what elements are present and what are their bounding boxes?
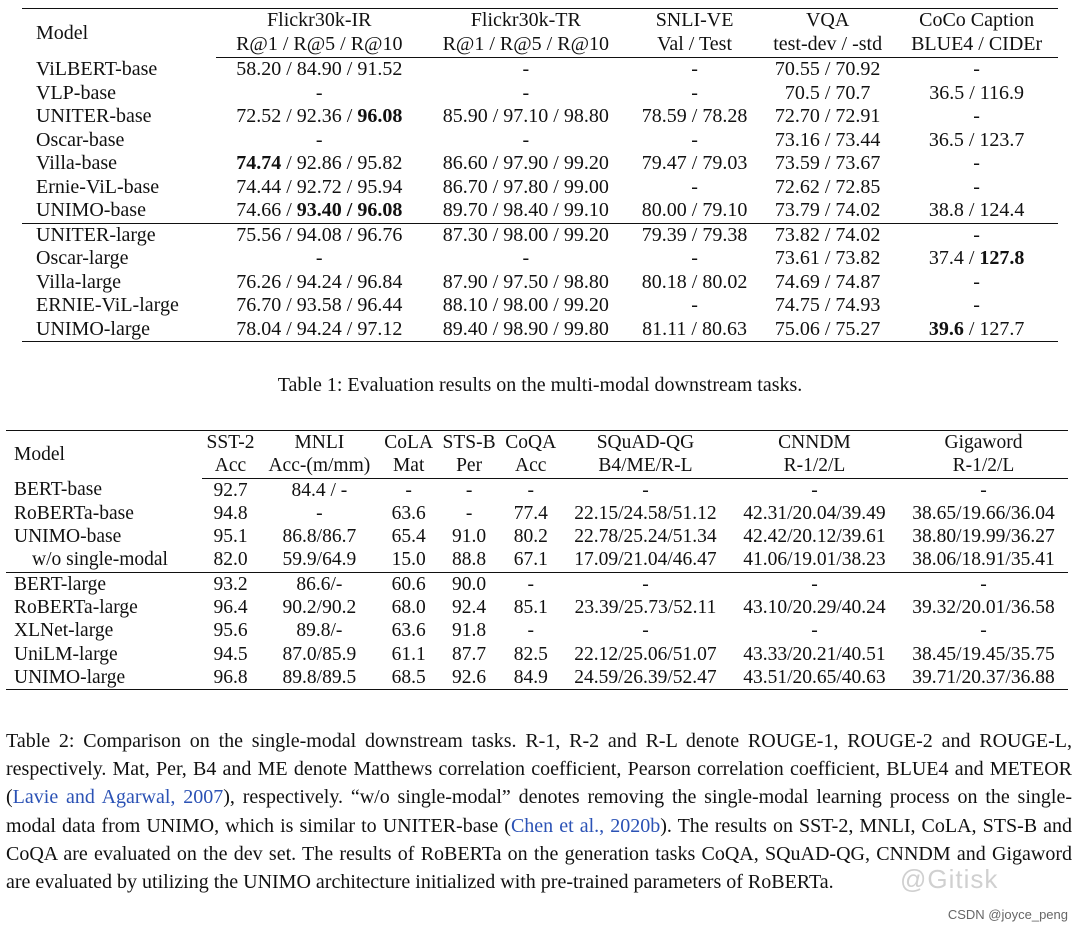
cell: 73.61 / 73.82	[774, 247, 881, 269]
watermark: CSDN @joyce_peng	[947, 907, 1068, 922]
cell: 75.06 / 75.27	[774, 317, 881, 340]
cell: 80.2	[513, 526, 548, 548]
cell: 94.8	[213, 502, 248, 524]
t2-header-col: SST-2	[206, 432, 255, 453]
cell: 90.2/90.2	[282, 597, 357, 619]
cell: 90.0	[452, 573, 487, 595]
cell: 58.20 / 84.90 / 91.52	[236, 58, 403, 80]
model-name: XLNet-large	[14, 620, 114, 642]
cell: 84.9	[513, 666, 548, 688]
t1-header-metric: test-dev / -std	[760, 33, 895, 58]
cell: 73.59 / 73.67	[774, 152, 881, 174]
cell: 89.8/-	[296, 620, 343, 642]
t1-header-metric: Val / Test	[629, 33, 760, 58]
cell-part-bold: 74.74	[236, 152, 282, 174]
cell: -	[315, 247, 323, 269]
cell: 86.70 / 97.80 / 99.00	[442, 175, 609, 198]
table-row	[22, 294, 1058, 318]
cell-part: 72.52 / 92.36 /	[236, 105, 358, 127]
t1-header-col: VQA	[805, 9, 850, 31]
cell: 79.47 / 79.03	[641, 152, 748, 174]
cell: -	[973, 152, 980, 174]
t2-header-col: MNLI	[294, 432, 345, 453]
table-row	[22, 152, 1058, 176]
cell: 38.65/19.66/36.04	[912, 502, 1055, 524]
cell: -	[527, 620, 534, 642]
table-1	[22, 8, 1058, 342]
cell-part-bold: 93.40 / 96.08	[296, 199, 403, 221]
cell-part: / 127.7	[963, 317, 1025, 340]
t1-header-model: Model	[36, 21, 89, 44]
cell: 65.4	[391, 526, 426, 548]
cell: 74.75 / 74.93	[774, 294, 881, 316]
cell: 73.16 / 73.44	[774, 128, 881, 151]
t1-header-metric: R@1 / R@5 / R@10	[423, 33, 630, 58]
cell: 60.6	[391, 573, 426, 595]
cell: 38.06/18.91/35.41	[899, 548, 1068, 572]
watermark-logo: @Gitisk	[900, 864, 999, 894]
cell: 17.09/21.04/46.47	[561, 548, 730, 572]
citation-link[interactable]: Lavie and Agarwal, 2007	[12, 786, 224, 809]
cell	[216, 152, 423, 176]
t2-header-metric: R-1/2/L	[899, 454, 1068, 478]
cell: 38.45/19.45/35.75	[912, 643, 1055, 665]
cell: -	[315, 128, 323, 151]
t2-header-metric: Per	[438, 454, 501, 478]
cell: 75.56 / 94.08 / 96.76	[236, 223, 403, 246]
cell: -	[691, 247, 698, 269]
caption-text: ). The results on SST-2, MNLI, CoLA, STS-B and CoQA are evaluated on the dev set. The results of RoBERTa on the generation tasks CoQA, SQuAD-QG, CNNDM and Gigaword are evaluated by utilizing the UNIMO architecture initialized with pre-trained parameters of RoBERTa.	[6, 814, 1073, 894]
table-1-caption: Table 1: Evaluation results on the multi-modal downstream tasks.	[277, 374, 803, 396]
t1-header-col: Flickr30k-TR	[470, 9, 581, 31]
t1-header-col: SNLI-VE	[655, 9, 734, 31]
cell: 93.2	[213, 573, 248, 595]
t1-header-metric: R@1 / R@5 / R@10	[216, 33, 423, 58]
table-row	[6, 596, 1068, 619]
t2-header-col: Gigaword	[944, 432, 1023, 453]
table-row	[6, 502, 1068, 525]
table-row	[22, 318, 1058, 342]
cell: 73.82 / 74.02	[774, 223, 881, 246]
cell-part-bold: 96.08	[357, 105, 403, 127]
model-name: UNIMO-base	[22, 199, 216, 223]
table-row	[22, 105, 1058, 129]
cell: 43.33/20.21/40.51	[743, 643, 886, 665]
t2-header-metric: Acc	[202, 454, 259, 478]
cell: 80.18 / 80.02	[641, 270, 748, 293]
cell: 87.0/85.9	[282, 643, 357, 665]
cell: -	[642, 573, 649, 595]
cell	[216, 105, 423, 129]
table-row	[6, 643, 1068, 666]
cell: -	[522, 128, 530, 151]
model-name: VLP-base	[36, 81, 116, 104]
cell: -	[973, 223, 980, 246]
model-name: ERNIE-ViL-large	[36, 294, 179, 316]
t2-header-col: CoQA	[505, 432, 557, 453]
table-row	[22, 199, 1058, 223]
model-name: BERT-large	[14, 573, 106, 595]
cell: 59.9/64.9	[259, 548, 380, 572]
cell: 80.00 / 79.10	[629, 199, 760, 223]
model-name: Oscar-large	[36, 247, 129, 269]
t1-header-col: Flickr30k-IR	[267, 9, 372, 31]
cell: 63.6	[391, 620, 426, 642]
t2-header-model: Model	[14, 443, 65, 465]
table-row	[6, 619, 1068, 642]
cell: 96.8	[213, 666, 248, 688]
cell: -	[973, 294, 980, 316]
cell: 72.70 / 72.91	[774, 105, 881, 127]
cell: 39.32/20.01/36.58	[912, 597, 1055, 619]
cell: -	[691, 175, 698, 198]
table-row	[22, 176, 1058, 200]
cell: 38.80/19.99/36.27	[912, 526, 1055, 548]
cell: 89.8/89.5	[282, 666, 357, 688]
model-name: UNITER-large	[36, 223, 156, 246]
cell: 63.6	[391, 502, 426, 524]
cell: 94.5	[213, 643, 248, 665]
cell: 15.0	[380, 548, 438, 572]
cell: 22.78/25.24/51.34	[574, 526, 717, 548]
caption-text: ), respectively. “w/o single-modal” denotes removing the single-modal learning process on the single-modal data from UNIMO, which is similar to UNITER-base (	[6, 786, 1072, 837]
cell: -	[691, 81, 698, 104]
cell: 86.8/86.7	[282, 526, 357, 548]
cell: -	[405, 479, 412, 501]
cell: -	[316, 502, 323, 524]
t1-header-metric: BLUE4 / CIDEr	[895, 33, 1058, 58]
model-name: Ernie-ViL-base	[36, 175, 160, 198]
t2-header-col: CNNDM	[778, 432, 851, 453]
cell-part: 37.4 /	[928, 247, 980, 269]
cell: 73.79 / 74.02	[760, 199, 895, 223]
cell: 89.40 / 98.90 / 99.80	[442, 317, 609, 340]
t2-header-col: SQuAD-QG	[596, 432, 695, 453]
cell: -	[522, 58, 530, 80]
cell-part-bold: 127.8	[979, 247, 1025, 269]
cell: 68.5	[391, 666, 426, 688]
table-row	[6, 666, 1068, 690]
cell: 92.6	[452, 666, 487, 688]
cell: -	[691, 128, 698, 151]
cell: 61.1	[391, 643, 426, 665]
cell: -	[980, 620, 987, 642]
table-row	[22, 82, 1058, 106]
cell: 70.55 / 70.92	[774, 58, 881, 80]
cell: -	[642, 479, 649, 501]
citation-link[interactable]: Chen et al., 2020b	[510, 814, 661, 837]
table-row	[22, 58, 1058, 82]
model-name: BERT-base	[14, 479, 103, 501]
cell: 95.6	[213, 620, 248, 642]
cell-part: 74.66 /	[236, 199, 297, 221]
cell: -	[691, 58, 698, 80]
cell: -	[465, 502, 473, 524]
table-row	[6, 572, 1068, 596]
cell: 79.39 / 79.38	[641, 223, 748, 246]
t2-header-metric: B4/ME/R-L	[561, 454, 730, 478]
table-row	[22, 129, 1058, 153]
table-row	[6, 478, 1068, 502]
cell: 78.59 / 78.28	[641, 105, 748, 127]
model-name: Villa-large	[36, 270, 122, 293]
cell: 72.62 / 72.85	[774, 175, 881, 198]
caption-text: Table 2: Comparison on the single-modal downstream tasks. R-1, R-2 and R-L denote ROUGE-1, ROUGE-2 and ROUGE-L, respectively. Mat, Per, B4 and ME denote Matthews correlation coefficient, Pearson correlation coefficient, BLUE4 and METEOR (	[6, 730, 1072, 809]
cell: 88.10 / 98.00 / 99.20	[442, 294, 609, 316]
cell: 22.12/25.06/51.07	[574, 643, 717, 665]
t2-header-col: STS-B	[442, 432, 496, 453]
cell: 36.5 / 116.9	[929, 81, 1025, 104]
cell: 87.7	[452, 643, 487, 665]
cell: 84.4 / -	[291, 479, 348, 501]
cell: -	[973, 175, 980, 198]
model-name: Villa-base	[36, 152, 117, 174]
cell: 43.51/20.65/40.63	[743, 666, 886, 688]
cell: 85.1	[513, 597, 548, 619]
t2-header-metric: R-1/2/L	[730, 454, 899, 478]
cell: 89.70 / 98.40 / 99.10	[423, 199, 630, 223]
cell-part-bold: 39.6	[928, 317, 964, 340]
cell	[895, 318, 1058, 342]
cell: 77.4	[513, 502, 548, 524]
cell: 67.1	[501, 548, 561, 572]
cell: 92.7	[213, 479, 248, 501]
model-name: RoBERTa-large	[14, 597, 138, 619]
cell: 24.59/26.39/52.47	[574, 666, 717, 688]
model-name: UniLM-large	[14, 643, 118, 665]
model-name: RoBERTa-base	[14, 502, 134, 524]
cell: -	[973, 58, 980, 80]
model-name: ViLBERT-base	[36, 57, 158, 80]
table-row	[22, 271, 1058, 295]
cell: -	[811, 620, 818, 642]
cell: 78.04 / 94.24 / 97.12	[236, 317, 403, 340]
t2-header-metric: Acc	[501, 454, 561, 478]
model-name: UNITER-base	[36, 105, 152, 127]
cell: -	[527, 479, 534, 501]
cell: 22.15/24.58/51.12	[574, 502, 717, 524]
model-name: UNIMO-large	[14, 666, 126, 688]
cell: 39.71/20.37/36.88	[912, 666, 1055, 688]
cell: 85.90 / 97.10 / 98.80	[442, 105, 609, 127]
cell: -	[980, 479, 987, 501]
cell: 23.39/25.73/52.11	[574, 597, 717, 619]
cell: -	[691, 294, 698, 316]
model-name: Oscar-base	[36, 128, 125, 151]
cell: 92.4	[452, 597, 487, 619]
cell: 42.42/20.12/39.61	[743, 526, 886, 548]
cell: 95.1	[213, 526, 248, 548]
cell: 81.11 / 80.63	[642, 317, 747, 340]
cell: -	[527, 573, 534, 595]
cell: -	[811, 479, 818, 501]
t1-header-col: CoCo Caption	[919, 9, 1035, 31]
cell: 88.8	[438, 548, 501, 572]
cell: -	[315, 81, 323, 104]
t2-header-metric: Acc-(m/mm)	[259, 454, 380, 478]
cell: -	[973, 105, 980, 127]
cell: 70.5 / 70.7	[784, 81, 871, 104]
cell: 76.70 / 93.58 / 96.44	[236, 294, 403, 316]
cell: 91.8	[452, 620, 487, 642]
cell: 38.8 / 124.4	[895, 199, 1058, 223]
cell	[895, 247, 1058, 271]
model-name: w/o single-modal	[6, 548, 202, 572]
cell-part: / 92.86 / 95.82	[281, 152, 403, 174]
cell: 74.44 / 92.72 / 95.94	[236, 175, 403, 198]
table-row	[22, 247, 1058, 271]
cell: 68.0	[391, 597, 426, 619]
cell: 86.6/-	[296, 573, 343, 595]
table-row	[6, 548, 1068, 572]
t2-header-metric: Mat	[380, 454, 438, 478]
table-row	[22, 223, 1058, 247]
table-2	[6, 430, 1068, 690]
cell: 96.4	[213, 597, 248, 619]
cell: -	[522, 81, 530, 104]
cell: -	[642, 620, 649, 642]
cell: -	[811, 573, 818, 595]
cell: 41.06/19.01/38.23	[730, 548, 899, 572]
cell	[216, 199, 423, 223]
cell: 82.0	[202, 548, 259, 572]
cell: 87.30 / 98.00 / 99.20	[442, 223, 609, 246]
cell: -	[465, 479, 473, 501]
table-row	[6, 525, 1068, 548]
cell: -	[980, 573, 987, 595]
cell: -	[522, 247, 530, 269]
cell: 86.60 / 97.90 / 99.20	[442, 152, 609, 174]
cell: 91.0	[452, 526, 487, 548]
cell: 42.31/20.04/39.49	[743, 502, 886, 524]
model-name: UNIMO-large	[36, 317, 151, 340]
cell: 74.69 / 74.87	[774, 270, 881, 293]
cell: 87.90 / 97.50 / 98.80	[442, 270, 609, 293]
cell: 36.5 / 123.7	[928, 128, 1025, 151]
cell: -	[973, 270, 980, 293]
t2-header-col: CoLA	[384, 432, 434, 453]
cell: 43.10/20.29/40.24	[743, 597, 886, 619]
cell: 76.26 / 94.24 / 96.84	[236, 270, 403, 293]
cell: 82.5	[513, 643, 548, 665]
model-name: UNIMO-base	[14, 526, 122, 548]
